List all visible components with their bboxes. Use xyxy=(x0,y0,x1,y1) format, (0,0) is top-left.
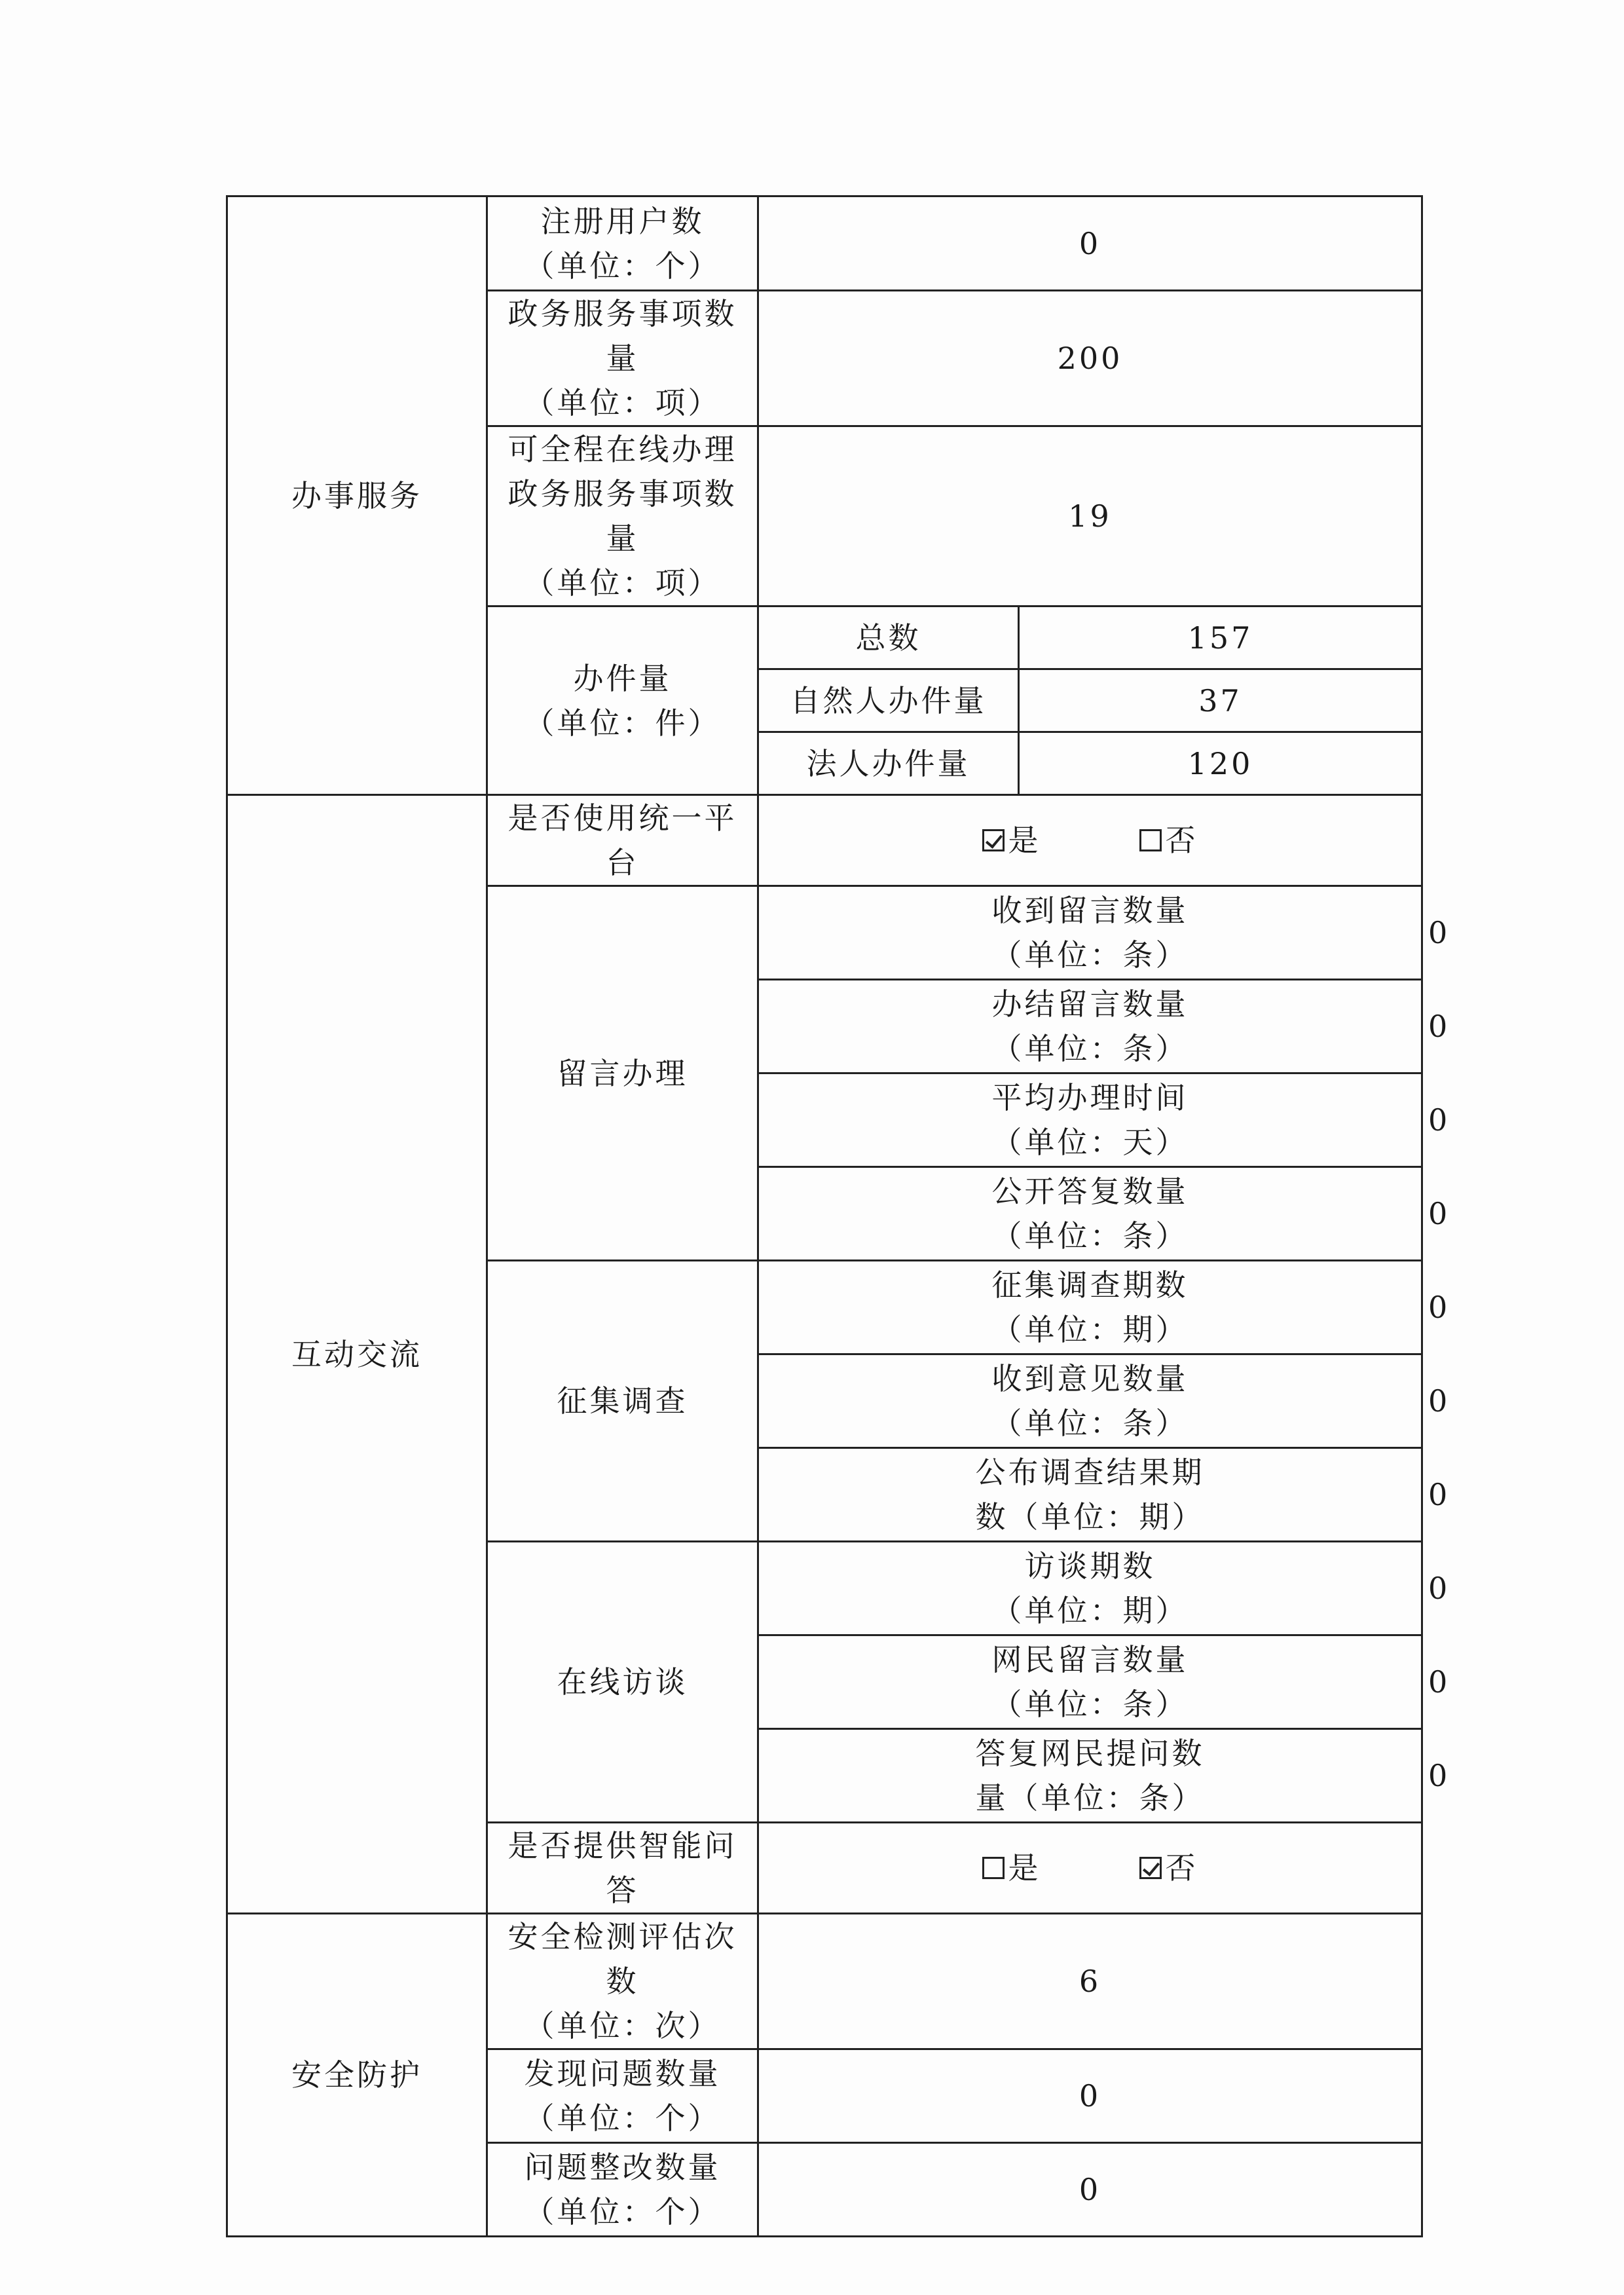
section-interaction-label: 互动交流 xyxy=(227,795,487,1914)
section-security-label: 安全防护 xyxy=(227,1914,487,2237)
service-items-label: 政务服务事项数量 （单位：项） xyxy=(487,291,758,426)
survey-periods-label: 征集调查期数 （单位：期） xyxy=(758,1261,1422,1354)
opinions-label: 收到意见数量 （单位：条） xyxy=(758,1354,1422,1448)
online-items-label: 可全程在线办理 政务服务事项数量 （单位：项） xyxy=(487,426,758,606)
cases-natural-value: 37 xyxy=(1019,669,1422,732)
empty-box-icon xyxy=(982,1857,1005,1879)
cases-label: 办件量 （单位：件） xyxy=(487,606,758,795)
unified-platform-options xyxy=(758,795,1422,886)
smart-qa-options xyxy=(758,1823,1422,1914)
unified-platform-yes[interactable]: 是 xyxy=(982,818,1041,863)
concluded-msgs-label: 办结留言数量 （单位：条） xyxy=(758,980,1422,1073)
survey-results-label: 公布调查结果期 数（单位：期） xyxy=(758,1448,1422,1542)
issues-fixed-label: 问题整改数量 （单位：个） xyxy=(487,2143,758,2237)
assessments-label: 安全检测评估次数 （单位：次） xyxy=(487,1914,758,2049)
cases-total-value: 157 xyxy=(1019,606,1422,669)
messages-label: 留言办理 xyxy=(487,886,758,1261)
cases-total-label: 总数 xyxy=(758,606,1019,669)
issues-found-value: 0 xyxy=(758,2049,1422,2143)
registered-users-value: 0 xyxy=(758,196,1422,291)
checked-box-icon xyxy=(982,829,1005,851)
cases-natural-label: 自然人办件量 xyxy=(758,669,1019,732)
received-msgs-label: 收到留言数量 （单位：条） xyxy=(758,886,1422,980)
statistics-table: 办事服务 注册用户数 （单位：个） 0 政务服务事项数量 （单位：项） 200 可全程在线办理 政务服务事项数量 （单位：项） 19 办件量 （单位：件） 总数 157 自然人办件量 37 法人办件量 120 互动交流 是否使用统一平台 是 否 留言办理 收到留言数量 （单位：条） 0 办结留言数量 （单位：条） 0 平均办理时间 （单位：天） 0 公开答复数量 （单位：条） 0 征集调查 征集调查期数 （单位：期） 0 收到意见数量 （单位：条） 0 公布调查结果期 数（单位：期） 0 在线访谈 访谈期数 （单位：期） 0 网民留言数量 （单位：条） 0 答复网民提问数 量（单位：条） 0 是否提供智能问答 是 否 安全防护 安全检测评估次数 （单位：次） 6 发现问题数量 （单位：个） 0 问题整改数量 （单位：个） 0 xyxy=(226,195,1423,2237)
smart-qa-label: 是否提供智能问答 xyxy=(487,1823,758,1914)
checked-box-icon xyxy=(1139,1857,1162,1879)
section-service-label: 办事服务 xyxy=(227,196,487,795)
empty-box-icon xyxy=(1139,829,1162,851)
answers-label: 答复网民提问数 量（单位：条） xyxy=(758,1729,1422,1823)
smart-qa-yes[interactable]: 是 xyxy=(982,1846,1041,1890)
netizen-msgs-label: 网民留言数量 （单位：条） xyxy=(758,1635,1422,1729)
registered-users-label: 注册用户数 （单位：个） xyxy=(487,196,758,291)
survey-label: 征集调查 xyxy=(487,1261,758,1542)
issues-found-label: 发现问题数量 （单位：个） xyxy=(487,2049,758,2143)
unified-platform-no[interactable]: 否 xyxy=(1139,818,1198,863)
avg-time-label: 平均办理时间 （单位：天） xyxy=(758,1073,1422,1167)
unified-platform-label: 是否使用统一平台 xyxy=(487,795,758,886)
assessments-value: 6 xyxy=(758,1914,1422,2049)
cases-legal-label: 法人办件量 xyxy=(758,732,1019,795)
service-items-value: 200 xyxy=(758,291,1422,426)
interview-periods-label: 访谈期数 （单位：期） xyxy=(758,1542,1422,1635)
issues-fixed-value: 0 xyxy=(758,2143,1422,2237)
cases-legal-value: 120 xyxy=(1019,732,1422,795)
public-replies-label: 公开答复数量 （单位：条） xyxy=(758,1167,1422,1261)
online-items-value: 19 xyxy=(758,426,1422,606)
smart-qa-no[interactable]: 否 xyxy=(1139,1846,1198,1890)
interview-label: 在线访谈 xyxy=(487,1542,758,1823)
